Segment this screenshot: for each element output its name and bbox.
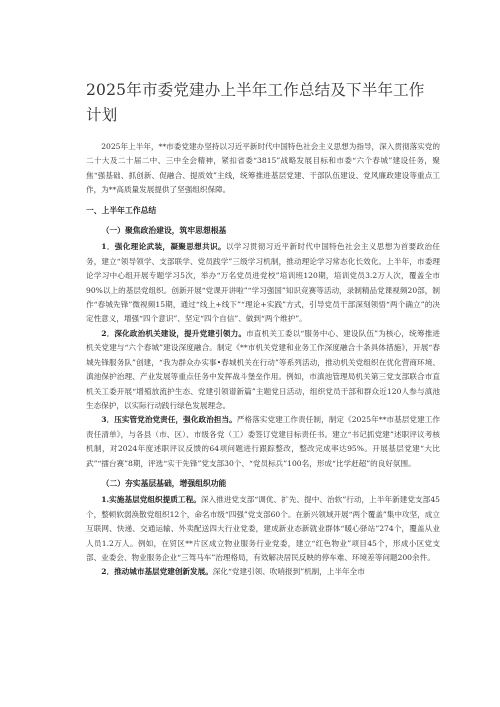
item-lead: 1．强化理论武装，凝聚思想共识。 bbox=[101, 242, 226, 252]
item-text: 市直机关工委以“服务中心、建设队伍”为核心，统筹推进机关党建与“六个春城”建设深度融合。制定《**市机关党建和业务工作深度融合十条具体措施》，开展“春城先锋服务队”创建，“我为群众办实事•春城机关在行动”等系列活动，推动机关党组织在优化营商环境、滇池保护治理、产业发展等重点任务中发挥战斗堡垒作用。例如，市滇池管理局机关第三党支部联合市直机关工委开展“增殖放流护生态、党建引领谱新篇”主题党日活动，组织党员干部和群众近120人参与滇池生态保护，以实际行动践行绿色发展理念。 bbox=[86, 328, 440, 410]
intro-paragraph: 2025年上半年，**市委党建办坚持以习近平新时代中国特色社会主义思想为指导，深入贯彻落实党的二十大及二十届二中、三中全会精神，紧扣省委“3815”战略发展目标和市委“六个春城”建设任务，聚焦“强基础、抓创新、促融合、提质效”主线，统筹推进基层党建、干部队伍建设、党风廉政建设等重点工作，为**高质量发展提供了坚强组织保障。 bbox=[86, 142, 440, 195]
item-text: 以学习贯彻习近平新时代中国特色社会主义思想为首要政治任务，建立“领导领学、支部联学、党员践学”三级学习机制，推动理论学习常态化长效化。上半年，市委理论学习中心组开展专题学习5次，举办“万名党员进党校”培训班120期，培训党员3.2万人次，覆盖全市90%以上的基层党组织。创新开展“党课开讲啦”“学习强国”知识竞赛等活动，录制精品党课视频20部，制作“春城先锋”微视频15期，通过“线上+线下”“理论+实践”方式，引导党员干部深刻领悟“两个确立”的决定性意义，增强“四个意识”、坚定“四个自信”、做到“两个维护”。 bbox=[86, 242, 440, 324]
subsection-heading: （一）聚焦政治建设，筑牢思想根基 bbox=[101, 226, 227, 236]
body-paragraph bbox=[86, 240, 440, 326]
item-text: 严格落实党建工作责任制，制定《2025年**市基层党建工作责任清单》，与各县（市、区）、市级各党（工）委签订党建目标责任书。建立“书记抓党建”述职评议考核机制，对2024年度述职评议反馈的64项问题进行跟踪整改，整改完成率达95%。开展基层党建“大比武”“擂台赛”8期，评选“实干先锋”党支部30个、“党员标兵”100名，形成“比学赶超”的良好氛围。 bbox=[86, 415, 440, 468]
item-text: 深化“党建引领、吹哨报到”机制，上半年全市 bbox=[212, 567, 365, 577]
item-lead: 2．深化政治机关建设，提升党建引领力。 bbox=[101, 328, 247, 338]
item-lead: 1.实施基层党组织提质工程。 bbox=[101, 495, 201, 505]
body-paragraph bbox=[86, 493, 440, 565]
item-lead: 2．推动城市基层党建创新发展。 bbox=[101, 567, 213, 577]
subsection-heading: （二）夯实基层基础，增强组织功能 bbox=[101, 478, 227, 488]
body-paragraph bbox=[86, 565, 440, 579]
body-paragraph bbox=[86, 413, 440, 471]
body-paragraph bbox=[86, 327, 440, 413]
item-text: 深入推进党支部“调优、扩先、提中、治软”行动，上半年新建党支部45个，整顿软弱涣散党组织12个，命名市级“四强”党支部60个。在新兴领域开展“两个覆盖”集中攻坚，成立互联网、快递、交通运输、外卖配送四大行业党委，建成新业态新就业群体“暖心驿站”274个，覆盖从业人员1.2万人。例如，在贸区**片区成立物业服务行业党委，建立“红色物业”项目45个，形成小区党支部、业委会、物业服务企业“三驾马车”治理格局，有效解决居民反映的停车难、环境差等问题200余件。 bbox=[86, 495, 440, 562]
document-title: 2025年市委党建办上半年工作总结及下半年工作计划 bbox=[86, 81, 425, 124]
section-heading: 一、上半年工作总结 bbox=[86, 205, 157, 215]
item-lead: 3．压实管党治党责任，强化政治担当。 bbox=[101, 415, 237, 425]
